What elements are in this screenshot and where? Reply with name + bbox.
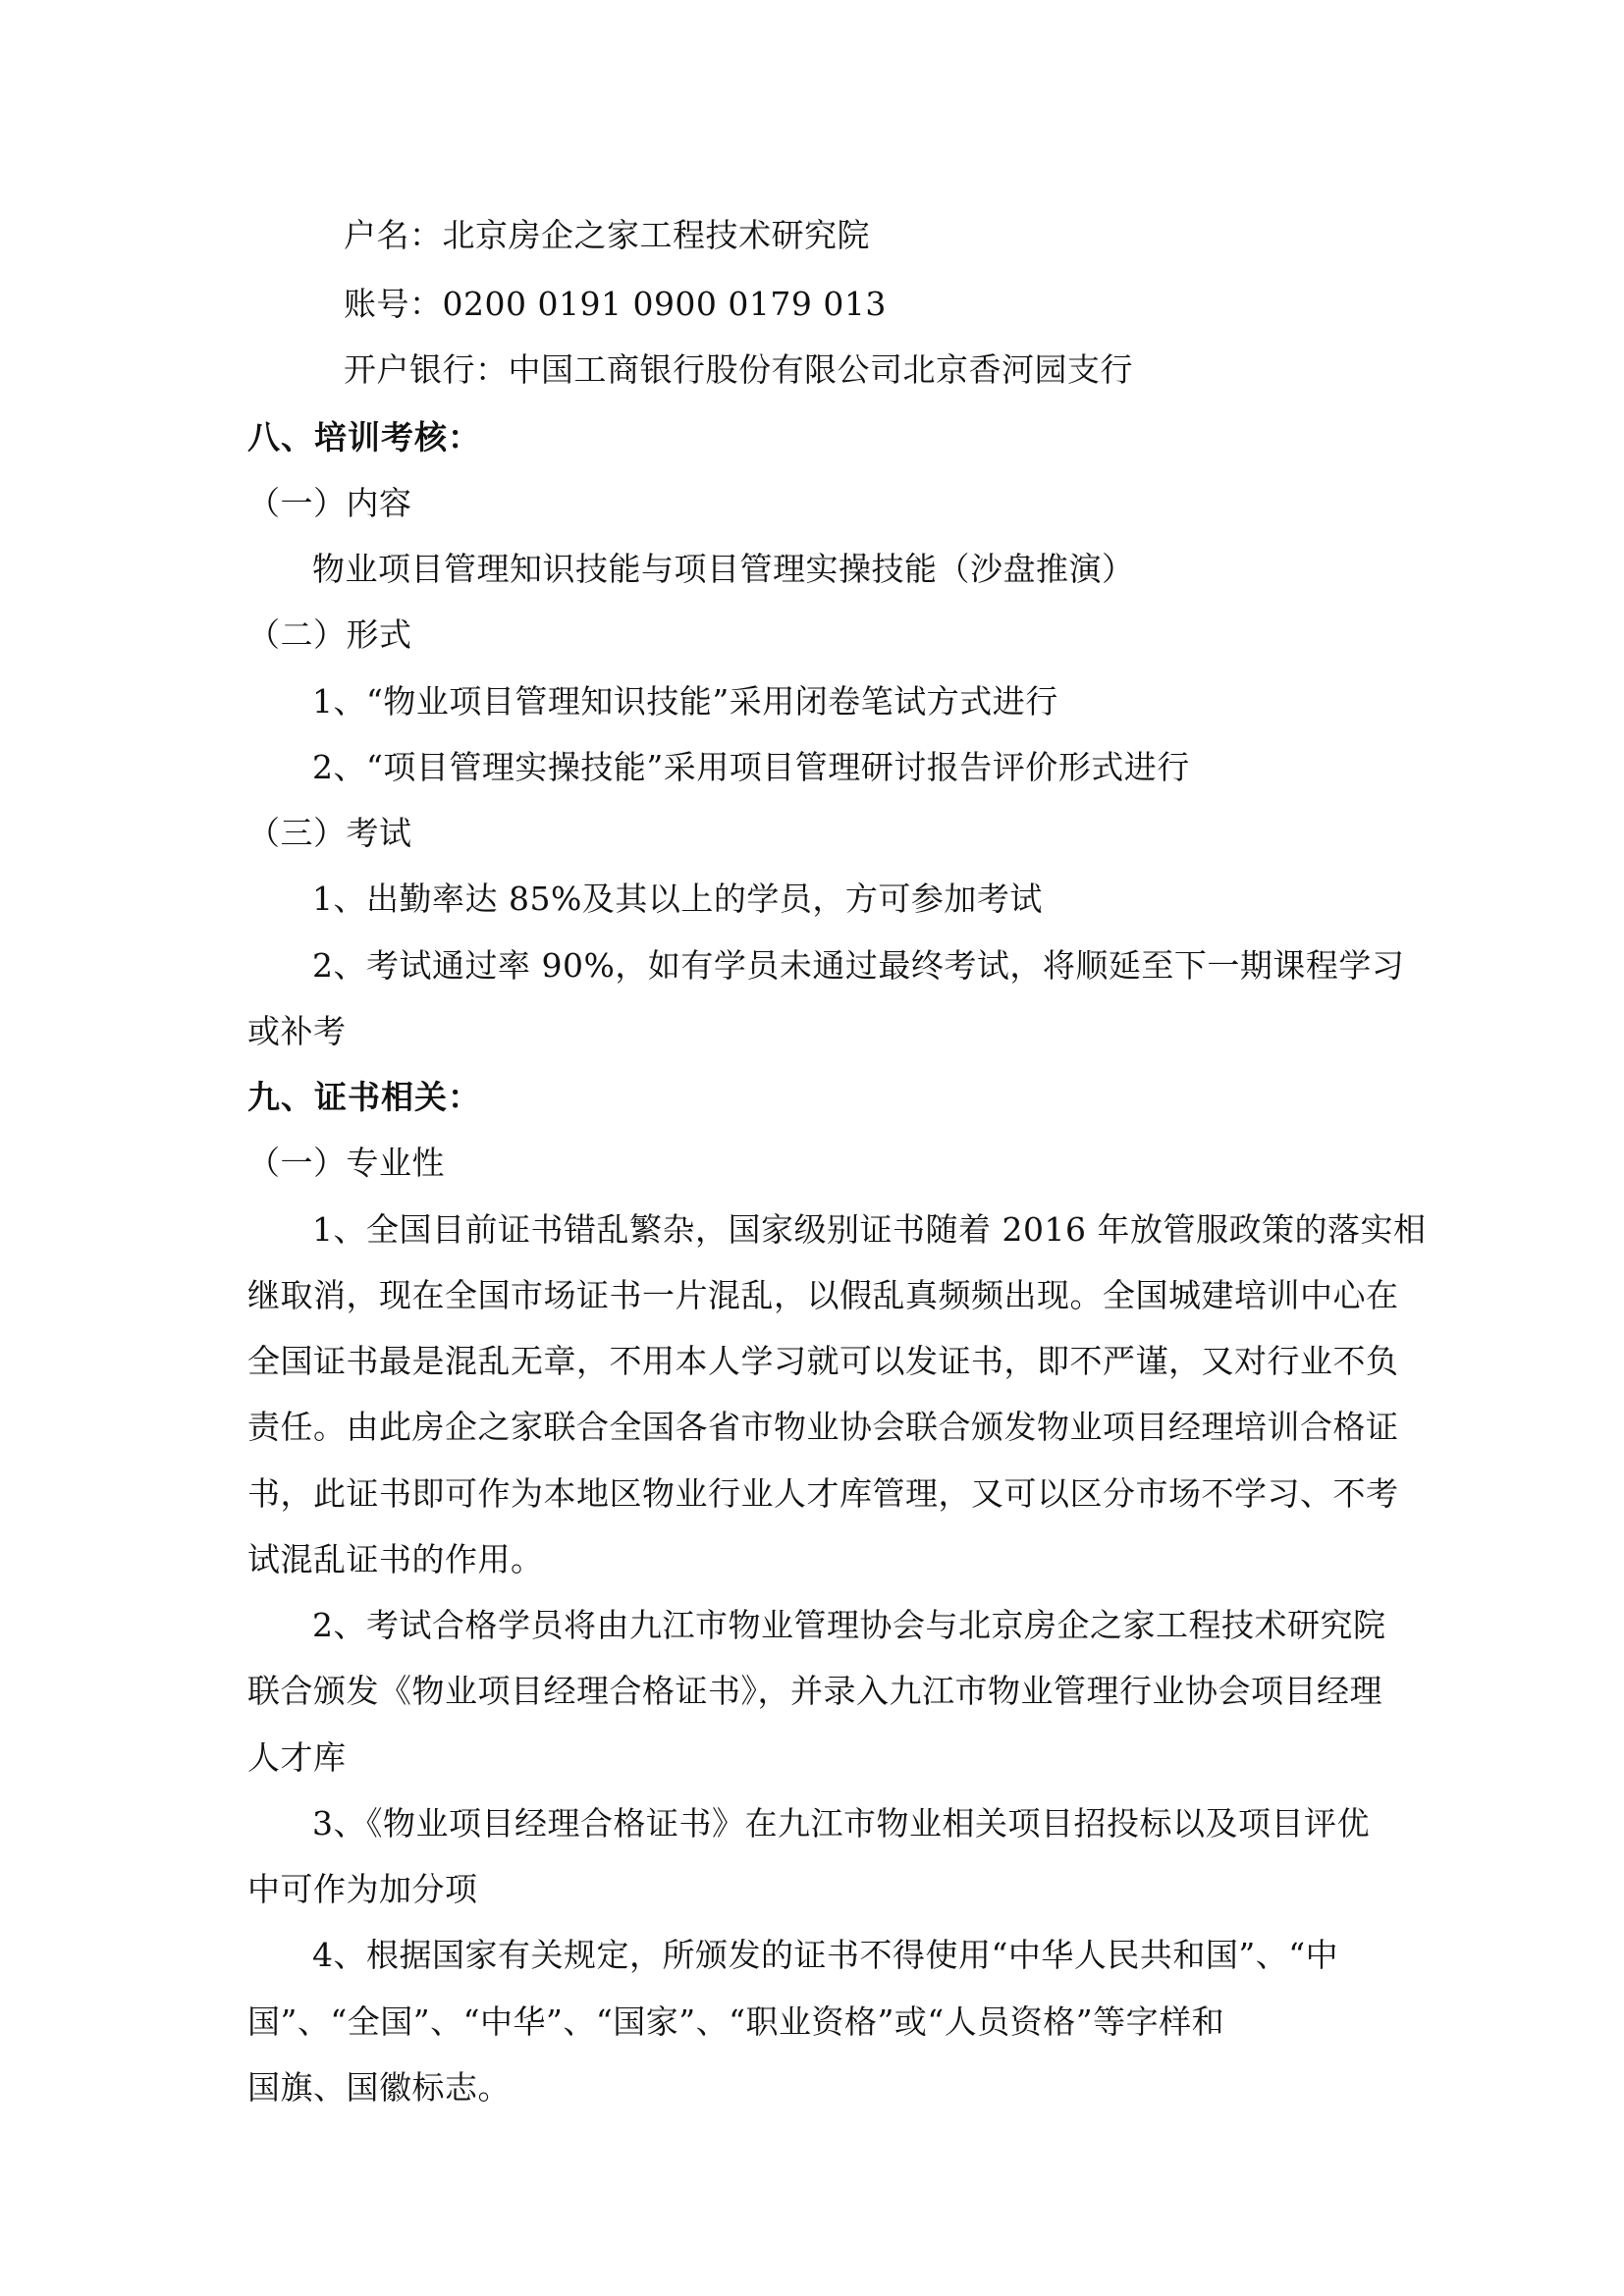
paragraph-line: 中可作为加分项 [247, 1870, 478, 1908]
account-number-line: 账号：0200 0191 0900 0179 013 [344, 285, 887, 323]
form-item: 2、“项目管理实操技能”采用项目管理研讨报告评价形式进行 [312, 748, 1190, 786]
paragraph-line: 人才库 [247, 1738, 347, 1777]
form-item: 1、“物业项目管理知识技能”采用闭卷笔试方式进行 [312, 682, 1058, 721]
account-name-line: 户名：北京房企之家工程技术研究院 [344, 216, 870, 254]
content-subtitle: （一）内容 [247, 484, 412, 522]
form-subtitle: （二）形式 [247, 615, 412, 654]
section-9-heading: 九、证书相关： [247, 1078, 481, 1116]
paragraph-line: 联合颁发《物业项目经理合格证书》，并录入九江市物业管理行业协会项目经理 [247, 1672, 1382, 1710]
paragraph-line: 4、根据国家有关规定，所颁发的证书不得使用“中华人民共和国”、“中 [312, 1936, 1339, 1974]
paragraph-line: 2、考试合格学员将由九江市物业管理协会与北京房企之家工程技术研究院 [312, 1606, 1386, 1644]
exam-subtitle: （三）考试 [247, 814, 412, 852]
section-8-heading: 八、培训考核： [247, 418, 481, 456]
paragraph-line: 3、《物业项目经理合格证书》在九江市物业相关项目招投标以及项目评优 [312, 1804, 1370, 1842]
professionalism-subtitle: （一）专业性 [247, 1144, 445, 1182]
content-text: 物业项目管理知识技能与项目管理实操技能（沙盘推演） [312, 550, 1135, 588]
exam-item: 1、出勤率达 85%及其以上的学员，方可参加考试 [312, 880, 1043, 918]
paragraph-line: 责任。由此房企之家联合全国各省市物业协会联合颁发物业项目经理培训合格证 [247, 1408, 1399, 1446]
paragraph-line: 试混乱证书的作用。 [247, 1540, 544, 1578]
exam-item-continued: 或补考 [247, 1012, 347, 1050]
exam-item: 2、考试通过率 90%，如有学员未通过最终考试，将顺延至下一期课程学习 [312, 946, 1405, 985]
paragraph-line: 全国证书最是混乱无章，不用本人学习就可以发证书，即不严谨，又对行业不负 [247, 1342, 1399, 1380]
paragraph-line: 书，此证书即可作为本地区物业行业人才库管理，又可以区分市场不学习、不考 [247, 1474, 1399, 1513]
paragraph-line: 1、全国目前证书错乱繁杂，国家级别证书随着 2016 年放管服政策的落实相 [312, 1210, 1427, 1249]
paragraph-line: 国旗、国徽标志。 [247, 2068, 511, 2107]
paragraph-line: 国”、“全国”、“中华”、“国家”、“职业资格”或“人员资格”等字样和 [247, 2002, 1225, 2041]
bank-line: 开户银行：中国工商银行股份有限公司北京香河园支行 [344, 350, 1133, 389]
paragraph-line: 继取消，现在全国市场证书一片混乱，以假乱真频频出现。全国城建培训中心在 [247, 1276, 1399, 1314]
